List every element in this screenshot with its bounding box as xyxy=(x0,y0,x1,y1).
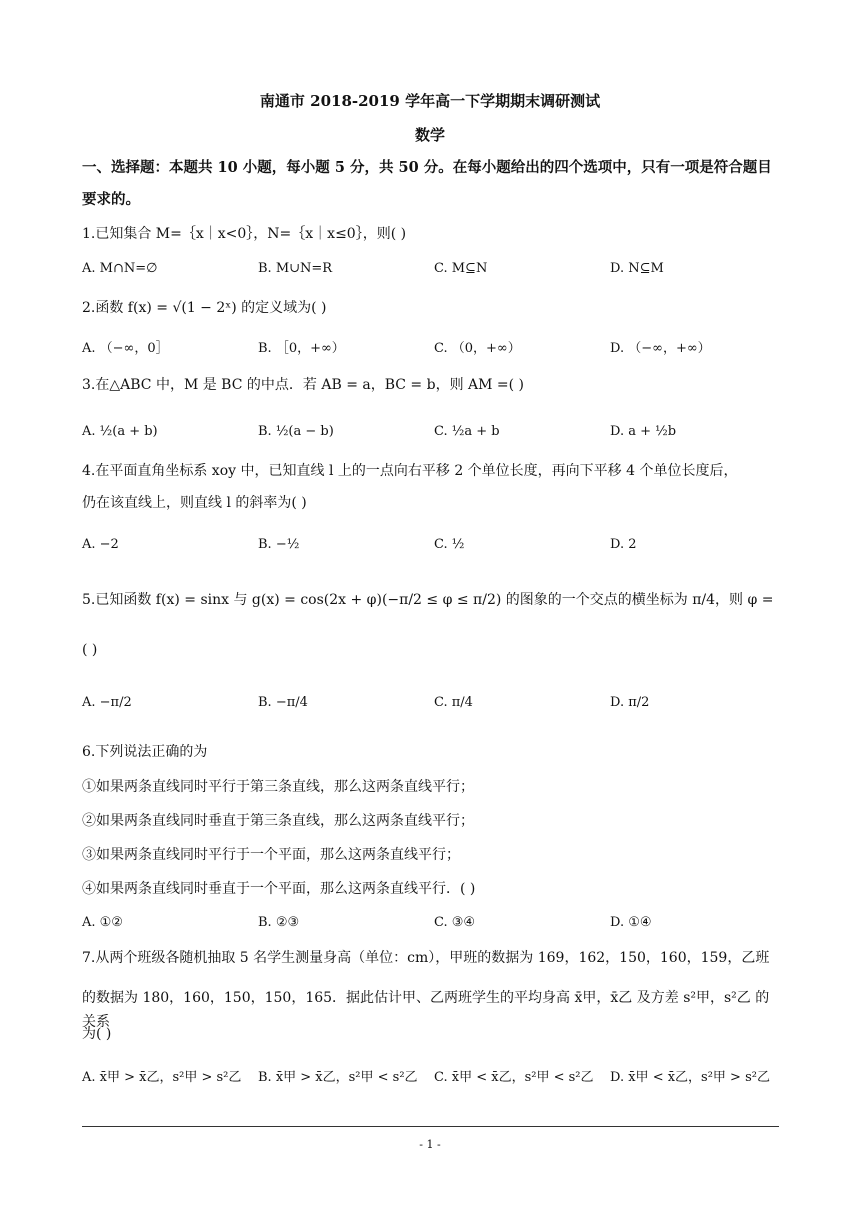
q6-option-b: B. ②③ xyxy=(258,914,300,930)
q7-option-b: B. x̄甲 > x̄乙，s²甲 < s²乙 xyxy=(258,1069,418,1085)
question-3-stem: 3.在△ABC 中，M 是 BC 的中点．若 AB = a，BC = b，则 AM =( ) xyxy=(82,377,525,393)
section-heading-line2: 要求的。 xyxy=(82,191,140,208)
question-6-options xyxy=(82,907,782,937)
q7-option-d: D. x̄甲 < x̄乙，s²甲 > s²乙 xyxy=(610,1069,770,1085)
section-heading-line1: 一、选择题：本题共 10 小题，每小题 5 分，共 50 分。在每小题给出的四个选项中，只有一项是符合题目 xyxy=(82,159,772,176)
q3-option-a: A. ½(a + b) xyxy=(82,423,158,439)
page-number: - 1 - xyxy=(419,1138,441,1151)
q1-option-b: B. M∪N=R xyxy=(258,260,333,276)
q3-option-c: C. ½a + b xyxy=(434,423,500,439)
question-6-item-3: ③如果两条直线同时平行于一个平面，那么这两条直线平行； xyxy=(82,847,460,863)
q6-option-c: C. ③④ xyxy=(434,914,476,930)
q4-option-a: A. −2 xyxy=(82,536,119,552)
q3-option-d: D. a + ½b xyxy=(610,423,677,439)
question-4-options xyxy=(82,529,782,559)
question-4-stem-line1: 4.在平面直角坐标系 xoy 中，已知直线 l 上的一点向右平移 2 个单位长度，再向下平移 4 个单位长度后， xyxy=(82,463,738,479)
q4-option-c: C. ½ xyxy=(434,536,465,552)
question-6-item-2: ②如果两条直线同时垂直于第三条直线，那么这两条直线平行； xyxy=(82,813,474,829)
question-2-options xyxy=(82,331,782,361)
question-5-stem-line1: 5.已知函数 f(x) = sinx 与 g(x) = cos(2x + φ)(−π/2 ≤ φ ≤ π/2) 的图象的一个交点的横坐标为 π/4，则 φ = xyxy=(82,592,774,608)
q3-option-b: B. ½(a − b) xyxy=(258,423,334,439)
question-7-stem-line3: 为( ) xyxy=(82,1026,112,1042)
q4-option-b: B. −½ xyxy=(258,536,300,552)
q4-option-d: D. 2 xyxy=(610,536,637,552)
q7-option-c: C. x̄甲 < x̄乙，s²甲 < s²乙 xyxy=(434,1069,594,1085)
subject-heading: 数学 xyxy=(414,126,445,144)
q6-option-a: A. ①② xyxy=(82,914,123,930)
q5-option-c: C. π/4 xyxy=(434,694,473,710)
q1-option-d: D. N⊆M xyxy=(610,260,664,276)
question-7-stem-line2: 的数据为 180，160，150，150，165．据此估计甲、乙两班学生的平均身高 x̄甲，x̄乙 及方差 s²甲，s²乙 的关系 xyxy=(82,990,770,1030)
question-2-stem: 2.函数 f(x) = √(1 − 2ˣ) 的定义域为( ) xyxy=(82,300,327,316)
question-1-stem: 1.已知集合 M=｛x｜x<0｝，N=｛x｜x≤0｝，则( ) xyxy=(82,226,407,242)
page-title: 南通市 2018-2019 学年高一下学期期末调研测试 xyxy=(259,92,601,110)
q1-option-a: A. M∩N=∅ xyxy=(82,260,158,276)
q7-option-a: A. x̄甲 > x̄乙，s²甲 > s²乙 xyxy=(82,1069,242,1085)
q5-option-d: D. π/2 xyxy=(610,694,650,710)
question-4-stem-line2: 仍在该直线上，则直线 l 的斜率为( ) xyxy=(82,495,307,511)
q2-option-b: B. ［0，+∞） xyxy=(258,340,345,356)
footer-divider xyxy=(82,1126,779,1127)
q1-option-c: C. M⊆N xyxy=(434,260,488,276)
q2-option-d: D. （−∞，+∞） xyxy=(610,340,711,356)
question-6-item-1: ①如果两条直线同时平行于第三条直线，那么这两条直线平行； xyxy=(82,779,474,795)
question-7-options xyxy=(82,1060,782,1090)
q6-option-d: D. ①④ xyxy=(610,914,652,930)
question-5-stem-line2: ( ) xyxy=(82,642,98,658)
question-7-stem-line1: 7.从两个班级各随机抽取 5 名学生测量身高（单位：cm），甲班的数据为 169，162，150，160，159，乙班 xyxy=(82,950,770,966)
q2-option-c: C. （0，+∞） xyxy=(434,340,521,356)
q5-option-b: B. −π/4 xyxy=(258,694,308,710)
q2-option-a: A. （−∞，0］ xyxy=(82,340,169,356)
question-1-options xyxy=(82,253,782,283)
question-6-stem: 6.下列说法正确的为 xyxy=(82,744,208,760)
q5-option-a: A. −π/2 xyxy=(82,694,132,710)
question-6-item-4: ④如果两条直线同时垂直于一个平面，那么这两条直线平行．( ) xyxy=(82,881,476,897)
question-5-options xyxy=(82,687,782,717)
question-3-options xyxy=(82,416,782,446)
